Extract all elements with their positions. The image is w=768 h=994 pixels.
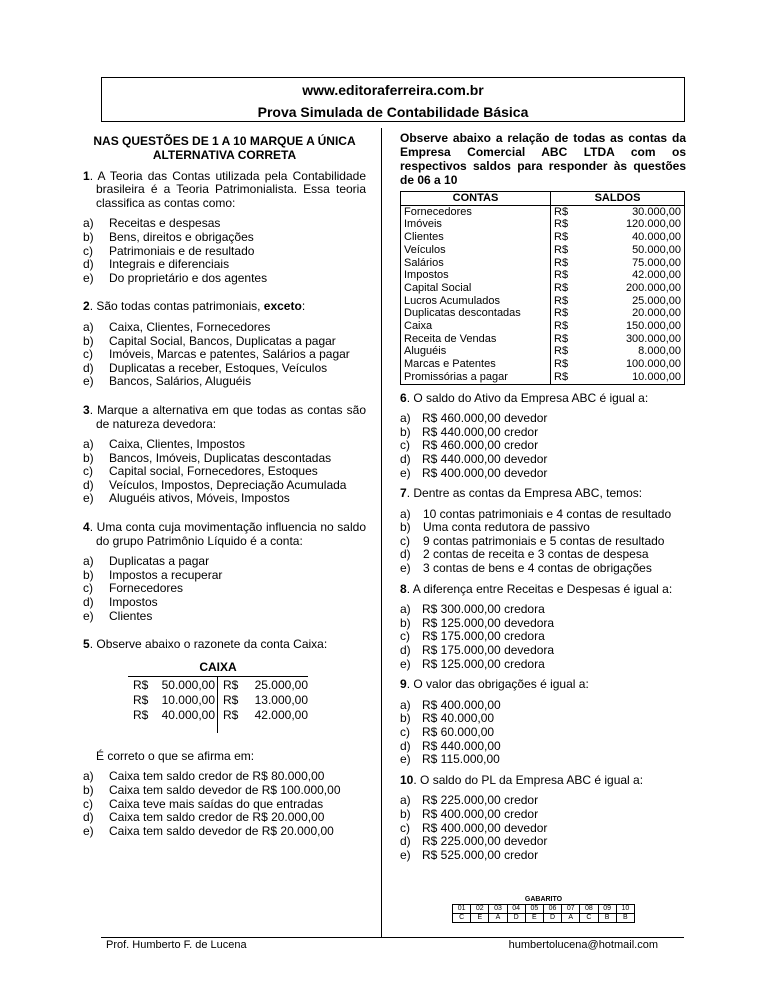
gabarito-answers-row: C E A D E D A C B B: [453, 914, 635, 923]
footer-email: humbertolucena@hotmail.com: [508, 939, 658, 951]
option: b) Capital Social, Bancos, Duplicatas a pagar: [83, 333, 336, 348]
option: e) R$ 400.000,00 devedor: [400, 465, 548, 480]
table-header-row: [401, 192, 685, 206]
table-row: Clientes R$ 40.000,00: [401, 231, 685, 244]
question-text: . Observe abaixo o razonete da conta Caixa:: [89, 637, 328, 652]
question-text: . O saldo do PL da Empresa ABC é igual a:: [413, 772, 644, 787]
footer-divider: [101, 937, 684, 938]
gabarito-title: GABARITO: [524, 896, 563, 903]
option: d) R$ 175.000,00 devedora: [400, 643, 555, 658]
option: c) Patrimoniais e de resultado: [83, 243, 255, 258]
option: d) R$ 225.000,00 devedor: [400, 834, 548, 849]
option: c) Caixa teve mais saídas do que entradas: [83, 796, 324, 811]
credit-entry: R$ 13.000,00: [223, 692, 308, 707]
option: b) Bens, direitos e obrigações: [83, 229, 254, 244]
question-number: 8: [400, 581, 407, 596]
question-number: 1: [83, 168, 90, 183]
question-number: 10: [400, 772, 414, 787]
question-8: [400, 583, 686, 672]
option: e) R$ 525.000,00 credor: [400, 847, 539, 862]
table-row: Fornecedores R$ 30.000,00: [401, 205, 685, 218]
option: b) Bancos, Imóveis, Duplicatas descontadas: [83, 450, 332, 465]
right-heading: Observe abaixo a relação de todas as contas da Empresa Comercial ABC LTDA com os respectivos saldos para responder às questões de 06 a 10: [400, 131, 686, 187]
question-10: [400, 774, 686, 863]
options-list: [83, 217, 366, 285]
option: a) R$ 225.000,00 credor: [400, 793, 539, 808]
razonete-title: CAIXA: [199, 659, 237, 674]
option: e) Aluguéis ativos, Móveis, Impostos: [83, 491, 290, 506]
options-list: [400, 508, 686, 576]
option: d) Veículos, Impostos, Depreciação Acumulada: [83, 477, 347, 492]
option: e) R$ 115.000,00: [400, 752, 500, 767]
table-row: Impostos R$ 42.000,00: [401, 269, 685, 282]
options-list: [400, 603, 686, 671]
question-text: . O saldo do Ativo da Empresa ABC é igual a:: [406, 390, 649, 405]
option: c) 9 contas patrimoniais e 5 contas de resultado: [400, 533, 665, 548]
option: b) Uma conta redutora de passivo: [400, 520, 590, 535]
option: b) R$ 125.000,00 devedora: [400, 615, 555, 630]
option: b) Impostos a recuperar: [83, 567, 223, 582]
options-list: [400, 412, 686, 480]
question-4: [83, 521, 366, 623]
header-saldos: SALDOS: [551, 192, 685, 206]
question-prompt: É correto o que se afirma em:: [96, 748, 255, 763]
question-9: [400, 678, 686, 767]
option: a) Receitas e despesas: [83, 216, 221, 231]
right-column: [400, 131, 686, 862]
options-list: [83, 438, 366, 506]
options-list: [83, 321, 366, 389]
options-list: [400, 794, 686, 862]
razonete-debits: [133, 678, 215, 723]
option: d) R$ 440.000,00 devedor: [400, 451, 548, 466]
option: a) R$ 300.000,00 credora: [400, 602, 545, 617]
option: a) R$ 460.000,00 devedor: [400, 411, 548, 426]
table-row: Salários R$ 75.000,00: [401, 257, 685, 270]
question-2: 2. São todas contas patrimoniais, exceto: a) Caixa, Clientes, Fornecedores b) Capital Social, Bancos, Duplicatas a pagar c) Imóveis, Marcas e patentes, Salários a pagar d) Duplicatas a receber, Estoques, Veículos e) Bancos, Salários, Aluguéis: [83, 300, 366, 389]
option: e) Bancos, Salários, Aluguéis: [83, 374, 252, 389]
option: b) R$ 400.000,00 credor: [400, 806, 539, 821]
credit-entry: R$ 25.000,00: [223, 677, 308, 692]
options-list: [83, 555, 366, 623]
gabarito: [452, 895, 635, 923]
question-6: [400, 392, 686, 481]
question-number: 7: [400, 486, 407, 501]
option: d) 2 contas de receita e 3 contas de despesa: [400, 547, 649, 562]
option: e) 3 contas de bens e 4 contas de obrigações: [400, 561, 652, 576]
site-url: www.editoraferreira.com.br: [302, 82, 484, 98]
question-text: . Marque a alternativa em que todas as contas são de natureza devedora:: [89, 402, 366, 431]
option: c) R$ 60.000,00: [400, 725, 495, 740]
option: b) R$ 40.000,00: [400, 711, 495, 726]
options-list: [400, 699, 686, 767]
option: a) Duplicatas a pagar: [83, 554, 210, 569]
gabarito-numbers-row: 01 02 03 04 05 06 07 08 09 10: [453, 905, 635, 914]
option: a) R$ 400.000,00: [400, 697, 501, 712]
table-row: Veículos R$ 50.000,00: [401, 244, 685, 257]
left-heading: NAS QUESTÕES DE 1 A 10 MARQUE A ÚNICA ALTERNATIVA CORRETA: [93, 134, 356, 162]
option: a) Caixa tem saldo credor de R$ 80.000,00: [83, 769, 325, 784]
debit-entry: R$ 40.000,00: [133, 707, 215, 722]
footer-author: Prof. Humberto F. de Lucena: [106, 939, 247, 951]
option: e) Do proprietário e dos agentes: [83, 270, 268, 285]
page-title: Prova Simulada de Contabilidade Básica: [257, 104, 529, 120]
option: c) R$ 175.000,00 credora: [400, 629, 545, 644]
question-text: . Dentre as contas da Empresa ABC, temos:: [406, 486, 643, 501]
option: c) Capital social, Fornecedores, Estoques: [83, 464, 318, 479]
debit-entry: R$ 10.000,00: [133, 692, 215, 707]
option: d) Impostos: [83, 595, 158, 610]
options-list: [83, 770, 366, 838]
option: a) Caixa, Clientes, Impostos: [83, 437, 246, 452]
table-row: Aluguéis R$ 8.000,00: [401, 345, 685, 358]
option: d) Integrais e diferenciais: [83, 257, 230, 272]
question-number: 3: [83, 402, 90, 417]
table-row: Capital Social R$ 200.000,00: [401, 282, 685, 295]
option: e) R$ 125.000,00 credora: [400, 656, 545, 671]
question-text: . A diferença entre Receitas e Despesas é igual a:: [406, 581, 673, 596]
option: d) R$ 440.000,00: [400, 738, 501, 753]
column-divider: [381, 128, 382, 938]
option: e) Clientes: [83, 608, 153, 623]
option: c) Fornecedores: [83, 581, 184, 596]
credit-entry: R$ 42.000,00: [223, 707, 308, 722]
contas-table: [400, 191, 685, 385]
table-row: Imóveis R$ 120.000,00: [401, 218, 685, 231]
question-text: . Uma conta cuja movimentação influencia no saldo do grupo Patrimônio Líquido é a conta:: [89, 520, 366, 548]
header-contas: CONTAS: [401, 192, 551, 206]
razonete-caixa: [128, 661, 308, 733]
option: a) 10 contas patrimoniais e 4 contas de resultado: [400, 506, 672, 521]
question-number: 2: [83, 299, 90, 314]
razonete-vline: [217, 676, 218, 733]
option: d) Caixa tem saldo credor de R$ 20.000,00: [83, 810, 325, 825]
table-row: Lucros Acumulados R$ 25.000,00: [401, 295, 685, 308]
gabarito-table: [452, 904, 635, 923]
option: e) Caixa tem saldo devedor de R$ 20.000,00: [83, 823, 334, 838]
table-row: Caixa R$ 150.000,00: [401, 320, 685, 333]
option: b) Caixa tem saldo devedor de R$ 100.000,00: [83, 783, 341, 797]
razonete-credits: [223, 678, 308, 723]
option: a) Caixa, Clientes, Fornecedores: [83, 319, 271, 334]
option: c) R$ 400.000,00 devedor: [400, 820, 548, 835]
question-text: . A Teoria das Contas utilizada pela Contabilidade brasileira é a Teoria Patrimonialista. Essa teoria classifica as contas como:: [89, 168, 366, 210]
left-column: [83, 135, 366, 838]
question-number: 9: [400, 677, 407, 692]
question-emphasis: exceto: [263, 299, 302, 314]
option: c) Imóveis, Marcas e patentes, Salários a pagar: [83, 347, 350, 362]
question-text: . São todas contas patrimoniais,: [89, 299, 264, 314]
question-text: . O valor das obrigações é igual a:: [406, 677, 589, 692]
question-5: [83, 638, 366, 838]
razonete-hline: [128, 676, 308, 677]
question-1: [83, 170, 366, 286]
question-7: [400, 487, 686, 576]
question-number: 6: [400, 390, 407, 405]
table-row: Receita de Vendas R$ 300.000,00: [401, 333, 685, 346]
question-number: 4: [83, 520, 90, 535]
debit-entry: R$ 50.000,00: [133, 677, 215, 692]
table-row: Duplicatas descontadas R$ 20.000,00: [401, 307, 685, 320]
option: d) Duplicatas a receber, Estoques, Veículos: [83, 360, 328, 375]
table-row: Promissórias a pagar R$ 10.000,00: [401, 371, 685, 384]
header-box: [101, 77, 685, 122]
option: c) R$ 460.000,00 credor: [400, 438, 539, 453]
question-3: [83, 404, 366, 506]
table-row: Marcas e Patentes R$ 100.000,00: [401, 358, 685, 371]
question-number: 5: [83, 637, 90, 652]
option: b) R$ 440.000,00 credor: [400, 424, 539, 439]
